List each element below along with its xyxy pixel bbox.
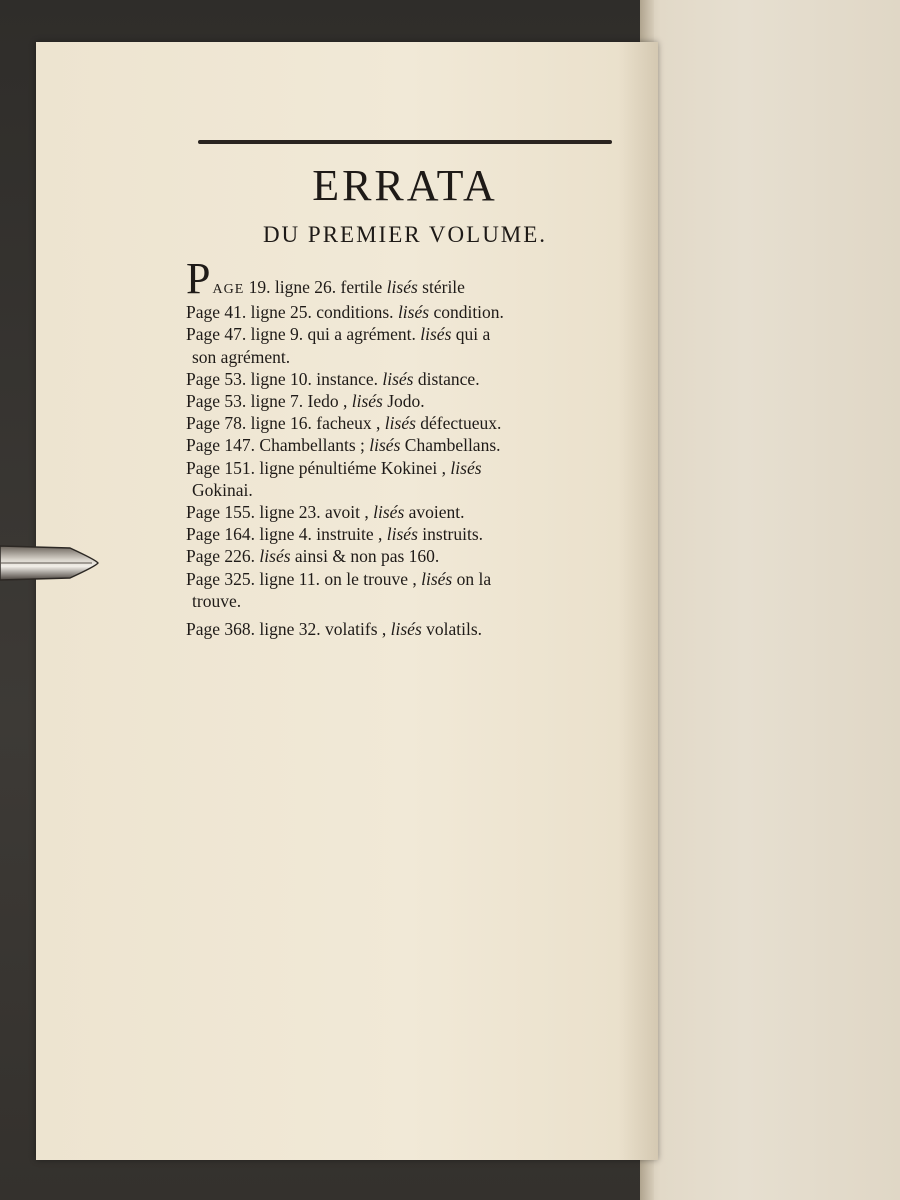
- entry-ref: 155. ligne 23. avoit ,: [224, 502, 369, 523]
- entry-ref: 53. ligne 7. Iedo ,: [224, 391, 348, 412]
- entry-prefix: Page: [186, 391, 221, 412]
- entry-lises: lisés: [373, 502, 405, 523]
- entry-prefix: Page: [186, 568, 221, 589]
- entry-correction: stérile: [422, 277, 465, 297]
- metal-bookmark-tab: [0, 540, 100, 586]
- entry-ref: 164. ligne 4. instruite ,: [224, 524, 383, 545]
- entry-lises: lisés: [390, 619, 422, 640]
- errata-entry: [186, 501, 626, 523]
- entry-correction: volatils.: [426, 619, 483, 640]
- entry-lises: lisés: [382, 368, 414, 389]
- entry-ref: 41. ligne 25. conditions.: [224, 302, 394, 323]
- errata-entry: [186, 301, 626, 323]
- entry-correction: on la: [456, 568, 492, 589]
- entry-correction: défectueux.: [420, 413, 502, 434]
- errata-entry: [186, 523, 626, 545]
- page-subtitle: DU PREMIER VOLUME.: [262, 222, 548, 247]
- errata-entry: [186, 568, 626, 612]
- entry-correction: instruits.: [422, 524, 484, 545]
- entry-correction: condition.: [433, 302, 504, 323]
- entry-continuation: son agrément.: [192, 346, 291, 367]
- header-rule: [198, 140, 612, 144]
- entry-correction: qui a: [455, 324, 491, 345]
- drop-cap: P: [186, 254, 211, 303]
- entry-lises: lisés: [450, 457, 482, 478]
- entry-prefix: Page: [186, 502, 221, 523]
- entry-ref: 19. ligne 26. fertile: [248, 277, 383, 297]
- entry-prefix: Page: [186, 324, 221, 345]
- errata-entry: [186, 618, 626, 640]
- errata-entry: [186, 368, 626, 390]
- errata-entry: [186, 545, 626, 567]
- entry-ref: 151. ligne pénultiéme Kokinei ,: [224, 457, 447, 478]
- entry-lises: lisés: [386, 524, 418, 545]
- entry-prefix: Page: [186, 368, 221, 389]
- entry-correction: Jodo.: [387, 391, 425, 412]
- entry-lises: lisés: [421, 568, 453, 589]
- entry-prefix: Page: [186, 435, 221, 456]
- entry-ref: 368. ligne 32. volatifs ,: [224, 619, 387, 640]
- entry-ref: 226.: [224, 546, 256, 567]
- entry-ref: 53. ligne 10. instance.: [224, 368, 378, 389]
- entry-prefix-rest: AGE: [212, 282, 245, 297]
- entry-prefix: Page: [186, 619, 221, 640]
- entry-prefix: Page: [186, 413, 221, 434]
- entry-continuation: Gokinai.: [192, 479, 253, 500]
- entry-correction: ainsi & non pas 160.: [294, 546, 440, 567]
- entry-prefix: Page: [186, 457, 221, 478]
- entry-ref: 78. ligne 16. facheux ,: [224, 413, 381, 434]
- entry-prefix: Page: [186, 524, 221, 545]
- entry-lises: lisés: [259, 546, 291, 567]
- entry-ref: 47. ligne 9. qui a agrément.: [224, 324, 416, 345]
- entry-ref: 147. Chambellants ;: [224, 435, 365, 456]
- errata-entry: [186, 390, 626, 412]
- entry-correction: Chambellans.: [404, 435, 501, 456]
- entry-lises: lisés: [420, 324, 452, 345]
- errata-entry: [186, 457, 626, 501]
- right-page: [640, 0, 900, 1200]
- errata-entry: [186, 254, 626, 303]
- entry-correction: distance.: [417, 368, 480, 389]
- entry-lises: lisés: [369, 435, 401, 456]
- entry-prefix: Page: [186, 302, 221, 323]
- entry-lises: lisés: [397, 302, 430, 323]
- entry-lises: lisés: [384, 413, 416, 434]
- entry-lises: lisés: [386, 277, 418, 297]
- page-title: ERRATA: [312, 161, 498, 210]
- entry-continuation: trouve.: [192, 590, 242, 611]
- entry-lises: lisés: [351, 391, 383, 412]
- errata-list: [186, 254, 626, 640]
- entry-ref: 325. ligne 11. on le trouve ,: [224, 568, 417, 589]
- errata-entry: [186, 412, 626, 434]
- entry-prefix: Page: [186, 546, 221, 567]
- errata-entry: [186, 434, 626, 456]
- entry-correction: avoient.: [408, 502, 465, 523]
- errata-entry: [186, 323, 626, 367]
